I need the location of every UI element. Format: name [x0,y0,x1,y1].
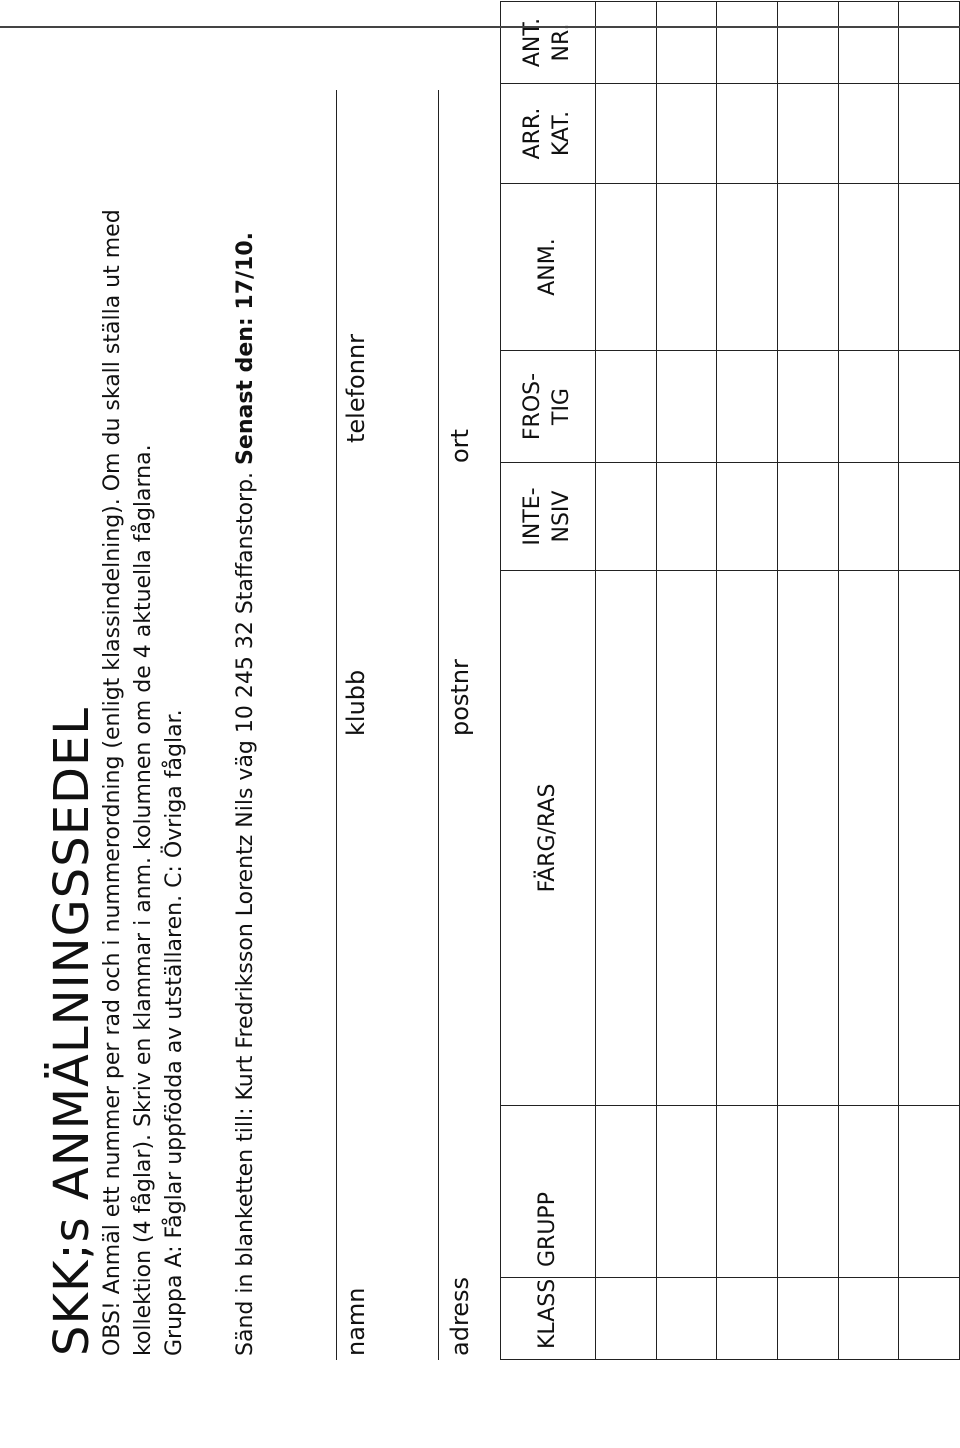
cell[interactable] [778,463,839,571]
cell[interactable] [899,463,960,571]
cell[interactable] [717,84,778,184]
header-grupp: GRUPP [501,1106,596,1278]
header-intensiv [501,463,596,571]
header-frostig-1: FROS- [520,372,546,441]
table-row[interactable] [899,2,960,1360]
cell[interactable] [778,351,839,463]
adress-field-line[interactable] [438,90,439,1360]
cell[interactable] [899,1106,960,1278]
instruction-line-2: kollektion (4 fåglar). Skriv en klammar i anm. kolumnen om de 4 aktuella fåglarna. [131,444,156,1356]
cell[interactable] [656,351,717,463]
cell[interactable] [778,1106,839,1278]
cell[interactable] [656,2,717,84]
instruction-line-3: Gruppa A: Fåglar uppfödda av utställaren. C: Övriga fåglar. [162,709,187,1356]
cell[interactable] [899,1278,960,1360]
cell[interactable] [838,84,899,184]
cell[interactable] [899,571,960,1106]
table-row[interactable] [596,2,657,1360]
cell[interactable] [656,184,717,351]
send-address: Sänd in blanketten till: Kurt Fredriksson Lorentz Nils väg 10 245 32 Staffanstorp. [233,471,258,1356]
header-arr-kat [501,84,596,184]
cell[interactable] [717,1278,778,1360]
header-ant-nr [501,2,596,84]
table-row[interactable] [838,2,899,1360]
cell[interactable] [656,1106,717,1278]
table-row[interactable] [656,2,717,1360]
entries-table [500,1,960,1360]
cell[interactable] [899,2,960,84]
cell[interactable] [717,351,778,463]
header-anm: ANM. [501,184,596,351]
table-row[interactable] [717,2,778,1360]
cell[interactable] [596,351,657,463]
namn-label: namn [342,1287,370,1356]
header-intensiv-1: INTE- [520,487,546,546]
namn-field-line[interactable] [336,90,337,1360]
ort-label: ort [446,429,474,463]
cell[interactable] [656,571,717,1106]
cell[interactable] [778,184,839,351]
cell[interactable] [656,1278,717,1360]
cell[interactable] [899,84,960,184]
cell[interactable] [778,571,839,1106]
header-ant-2: NR. [549,23,575,62]
cell[interactable] [717,1106,778,1278]
cell[interactable] [778,84,839,184]
table-row[interactable] [778,2,839,1360]
klubb-label: klubb [342,669,370,736]
cell[interactable] [717,184,778,351]
cell[interactable] [717,463,778,571]
cell[interactable] [838,1106,899,1278]
cell[interactable] [596,1278,657,1360]
header-frostig [501,351,596,463]
instruction-line-1: OBS! Anmäl ett nummer per rad och i nummerordning (enligt klassindelning). Om du skall ställa ut med [100,209,125,1356]
header-klass: KLASS [501,1278,596,1360]
page-title: SKK;s ANMÄLNINGSSEDEL [44,706,101,1356]
cell[interactable] [717,2,778,84]
cell[interactable] [838,571,899,1106]
header-arr-1: ARR. [520,107,546,160]
header-intensiv-2: NSIV [549,490,575,543]
cell[interactable] [778,1278,839,1360]
send-to-line [233,232,258,1356]
cell[interactable] [596,184,657,351]
cell[interactable] [838,2,899,84]
header-farg-ras: FÄRG/RAS [501,571,596,1106]
cell[interactable] [899,351,960,463]
header-arr-2: KAT. [549,110,575,157]
cell[interactable] [778,2,839,84]
cell[interactable] [596,571,657,1106]
cell[interactable] [596,84,657,184]
telefonnr-label: telefonnr [342,333,370,443]
cell[interactable] [838,351,899,463]
cell[interactable] [717,571,778,1106]
cell[interactable] [656,463,717,571]
sheet-edge-line [0,26,960,28]
cell[interactable] [656,84,717,184]
cell[interactable] [838,184,899,351]
cell[interactable] [838,1278,899,1360]
adress-label: adress [446,1276,474,1356]
header-ant-1: ANT. [520,17,546,68]
cell[interactable] [899,184,960,351]
cell[interactable] [838,463,899,571]
deadline: Senast den: 17/10. [233,231,258,465]
cell[interactable] [596,2,657,84]
cell[interactable] [596,463,657,571]
table-header-row [501,2,596,1360]
cell[interactable] [596,1106,657,1278]
postnr-label: postnr [446,659,474,736]
header-frostig-2: TIG [549,388,575,425]
